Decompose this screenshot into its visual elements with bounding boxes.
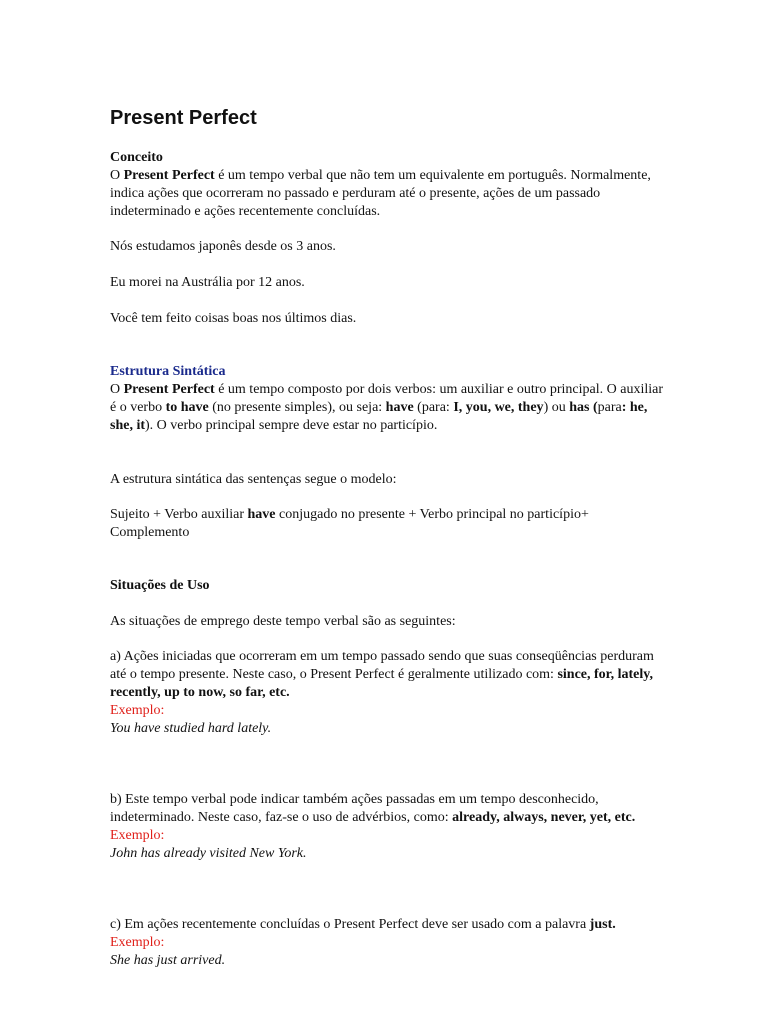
situacoes-heading: Situações de Uso (110, 578, 210, 593)
estrutura-paragraph (110, 381, 670, 435)
situacao-c (110, 916, 670, 970)
estrutura-pronouns-has: : he, she, it (110, 400, 648, 433)
situacao-c-example: She has just arrived. (110, 953, 226, 968)
situacao-b-example: John has already visited New York. (110, 846, 307, 861)
conceito-heading: Conceito (110, 150, 163, 165)
situacao-a-keywords: since, for, lately, recently, up to now, so far, etc. (110, 667, 653, 700)
conceito-text-rest: é um tempo verbal que não tem um equivalente em português. Normalmente, indica ações que ocorreram no passado e perduram até o presente, ações de um passado indeterminado e ações recentemente concluídas. (110, 168, 651, 219)
conceito-example-1: Nós estudamos japonês desde os 3 anos. (110, 239, 336, 254)
estrutura-model (110, 506, 670, 542)
situacao-b-example-label: Exemplo: (110, 828, 165, 843)
estrutura-heading: Estrutura Sintática (110, 364, 226, 379)
estrutura-t5: (no presente simples), ou seja: (208, 400, 386, 415)
estrutura-term: Present Perfect (123, 382, 215, 397)
situacao-b-keywords: already, always, never, yet, etc. (452, 810, 636, 825)
estrutura-para: para (597, 400, 622, 415)
estrutura-model-intro: A estrutura sintática das sentenças segue o modelo: (110, 472, 397, 487)
conceito-example-2: Eu morei na Austrália por 12 anos. (110, 275, 305, 290)
conceito-term: Present Perfect (123, 168, 215, 183)
situacao-b-text (110, 791, 670, 827)
conceito-example-3: Você tem feito coisas boas nos últimos dias. (110, 311, 357, 326)
situacao-a-text (110, 648, 670, 702)
estrutura-t3: é um tempo composto por dois verbos: um auxiliar e outro principal. O auxiliar é o verbo (110, 382, 663, 415)
estrutura-has: has ( (569, 400, 598, 415)
situacao-c-example-label: Exemplo: (110, 935, 165, 950)
situacao-c-keyword: just. (589, 917, 616, 932)
conceito-text-pre: O (110, 168, 124, 183)
situacao-a-example-label: Exemplo: (110, 703, 165, 718)
estrutura-model-wrap (110, 506, 670, 542)
conceito-section (110, 149, 670, 221)
estrutura-model-intro-wrap (110, 471, 670, 489)
model-t1: Sujeito + Verbo auxiliar (110, 507, 248, 522)
estrutura-section (110, 363, 670, 435)
estrutura-t1: O (110, 382, 124, 397)
situacoes-intro: As situações de emprego deste tempo verbal são as seguintes: (110, 614, 456, 629)
situacao-c-text (110, 916, 670, 934)
situacao-b (110, 791, 670, 863)
situacao-b-body: b) Este tempo verbal pode indicar também ações passadas em um tempo desconhecido, indeterminado. Neste caso, faz-se o uso de advérbios, como: (110, 792, 599, 825)
page-title: Present Perfect (110, 107, 257, 129)
conceito-paragraph (110, 167, 670, 221)
situacao-a (110, 648, 670, 738)
situacoes-intro-wrap (110, 613, 670, 631)
situacao-a-body: a) Ações iniciadas que ocorreram em um tempo passado sendo que suas conseqüências perduram até o tempo presente. Neste caso, o Present Perfect é geralmente utilizado com: (110, 649, 654, 682)
estrutura-t9: ) ou (543, 400, 570, 415)
estrutura-t7: (para: (413, 400, 454, 415)
situacao-a-example: You have studied hard lately. (110, 721, 272, 736)
estrutura-to-have: to have (165, 400, 209, 415)
estrutura-pronouns-have: I, you, we, they (453, 400, 544, 415)
situacao-c-body: c) Em ações recentemente concluídas o Present Perfect deve ser usado com a palavra (110, 917, 590, 932)
estrutura-have: have (385, 400, 414, 415)
model-t3: conjugado no presente + Verbo principal no particípio+ Complemento (110, 507, 589, 540)
estrutura-t13: ). O verbo principal sempre deve estar no particípio. (145, 418, 438, 433)
conceito-example-1-wrap (110, 238, 670, 256)
model-have: have (247, 507, 276, 522)
conceito-example-2-wrap (110, 274, 670, 292)
situacoes-heading-wrap (110, 577, 670, 595)
conceito-example-3-wrap (110, 310, 670, 328)
